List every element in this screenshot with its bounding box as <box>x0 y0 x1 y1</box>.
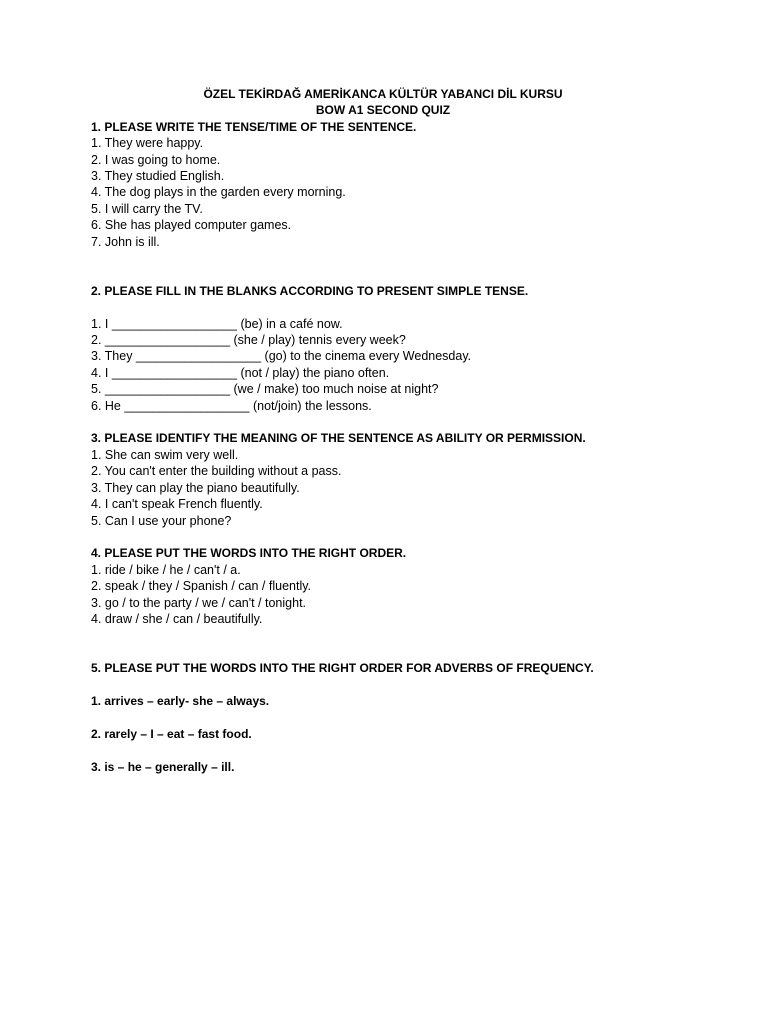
school-title: ÖZEL TEKİRDAĞ AMERİKANCA KÜLTÜR YABANCI DİL KURSU <box>203 87 563 101</box>
quiz-title: BOW A1 SECOND QUIZ <box>315 103 451 118</box>
section-3-item: 4. I can't speak French fluently. <box>91 497 263 512</box>
section-2-item: 4. I __________________ (not / play) the piano often. <box>91 365 390 380</box>
section-3-heading: 3. PLEASE IDENTIFY THE MEANING OF THE SENTENCE AS ABILITY OR PERMISSION. <box>91 431 586 446</box>
section-2-item: 1. I __________________ (be) in a café now. <box>91 316 343 331</box>
section-5-item: 1. arrives – early- she – always. <box>91 693 270 708</box>
section-4-item: 1. ride / bike / he / can't / a. <box>91 562 241 577</box>
section-4-item: 2. speak / they / Spanish / can / fluently. <box>91 579 312 594</box>
section-3-item: 5. Can I use your phone? <box>91 513 232 528</box>
section-5-item: 2. rarely – I – eat – fast food. <box>91 726 252 741</box>
section-5-heading: 5. PLEASE PUT THE WORDS INTO THE RIGHT ORDER FOR ADVERBS OF FREQUENCY. <box>91 661 594 676</box>
section-3-item: 1. She can swim very well. <box>91 447 239 462</box>
section-1-item: 4. The dog plays in the garden every morning. <box>91 185 346 200</box>
section-4-item: 4. draw / she / can / beautifully. <box>91 611 263 626</box>
section-2-item: 2. __________________ (she / play) tennis every week? <box>91 333 406 348</box>
section-1-item: 1. They were happy. <box>91 136 204 151</box>
section-1-item: 7. John is ill. <box>91 234 160 249</box>
section-3-item: 3. They can play the piano beautifully. <box>91 480 300 495</box>
section-1-heading: 1. PLEASE WRITE THE TENSE/TIME OF THE SENTENCE. <box>91 119 417 134</box>
quiz-document <box>91 86 691 775</box>
section-4-heading: 4. PLEASE PUT THE WORDS INTO THE RIGHT ORDER. <box>91 546 407 561</box>
section-5-item: 3. is – he – generally – ill. <box>91 759 235 774</box>
section-1-item: 6. She has played computer games. <box>91 218 292 233</box>
section-4-item: 3. go / to the party / we / can't / tonight. <box>91 595 307 610</box>
section-2-item: 3. They __________________ (go) to the cinema every Wednesday. <box>91 349 472 364</box>
section-3-item: 2. You can't enter the building without a pass. <box>91 464 342 479</box>
section-1-item: 3. They studied English. <box>91 169 225 184</box>
section-2-item: 5. __________________ (we / make) too much noise at night? <box>91 382 439 397</box>
section-2-heading: 2. PLEASE FILL IN THE BLANKS ACCORDING TO PRESENT SIMPLE TENSE. <box>91 283 529 298</box>
section-1-item: 5. I will carry the TV. <box>91 201 203 216</box>
section-2-item: 6. He __________________ (not/join) the lessons. <box>91 398 372 413</box>
section-1-item: 2. I was going to home. <box>91 152 221 167</box>
